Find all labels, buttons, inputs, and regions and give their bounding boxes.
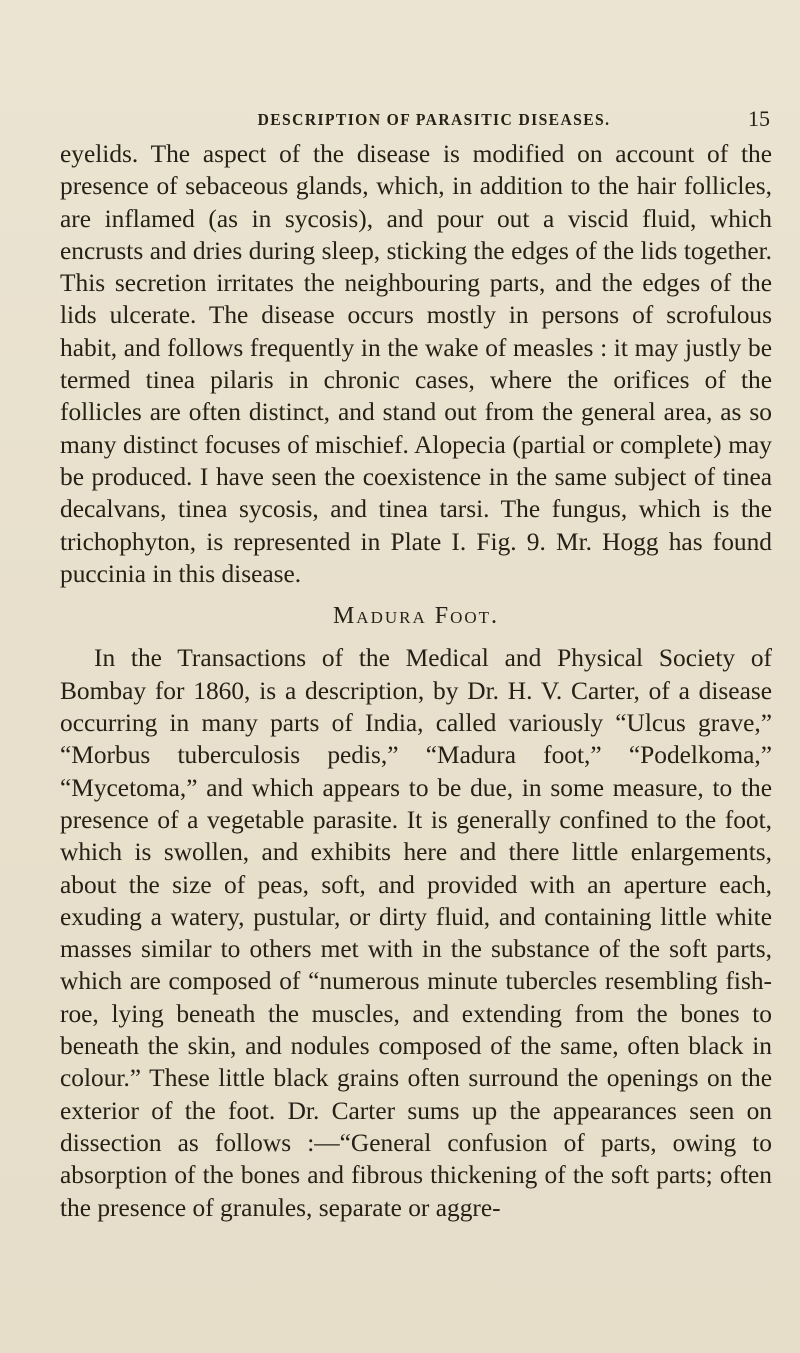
page-number: 15 xyxy=(748,106,770,131)
section-title: Madura Foot. xyxy=(332,603,500,630)
body-text xyxy=(60,138,772,1224)
running-head: DESCRIPTION OF PARASITIC DISEASES. xyxy=(257,110,611,129)
paragraph-continuation: eyelids. The aspect of the disease is modified on account of the presence of sebaceous glands, which, in addition to the hair follicles, are inflamed (as in sycosis), and pour out a viscid fluid, which encrusts and dries during sleep, sticking the edges of the lids together. This secretion irritates the neighbouring parts, and the edges of the lids ulcerate. The disease occurs mostly in persons of scrofulous habit, and follows frequently in the wake of measles : it may justly be termed tinea pilaris in chronic cases, where the orifices of the follicles are often distinct, and stand out from the general area, as so many distinct focuses of mischief. Alopecia (partial or complete) may be produced. I have seen the coexistence in the same subject of tinea decalvans, tinea sycosis, and tinea tarsi. The fungus, which is the trichophyton, is represented in Plate I. Fig. 9. Mr. Hogg has found puccinia in this disease. xyxy=(60,140,772,588)
paragraph-madura-foot: In the Transactions of the Medical and Physical Society of Bombay for 1860, is a description, by Dr. H. V. Carter, of a disease occurring in many parts of India, called variously “Ulcus grave,” “Morbus tuberculosis pedis,” “Madura foot,” “Podelkoma,” “Mycetoma,” and which appears to be due, in some measure, to the presence of a vegetable parasite. It is generally confined to the foot, which is swollen, and exhibits here and there little enlargements, about the size of peas, soft, and provided with an aperture each, exuding a watery, pustular, or dirty fluid, and containing little white masses similar to others met with in the substance of the soft parts, which are composed of “numerous minute tubercles resembling fish-roe, lying beneath the muscles, and extending from the bones to beneath the skin, and nodules composed of the same, often black in colour.” These little black grains often surround the openings on the exterior of the foot. Dr. Carter sums up the appearances seen on dissection as follows :—“General confusion of parts, owing to absorption of the bones and fibrous thickening of the soft parts; often the presence of granules, separate or aggre- xyxy=(60,644,772,1222)
page-header xyxy=(98,106,770,140)
